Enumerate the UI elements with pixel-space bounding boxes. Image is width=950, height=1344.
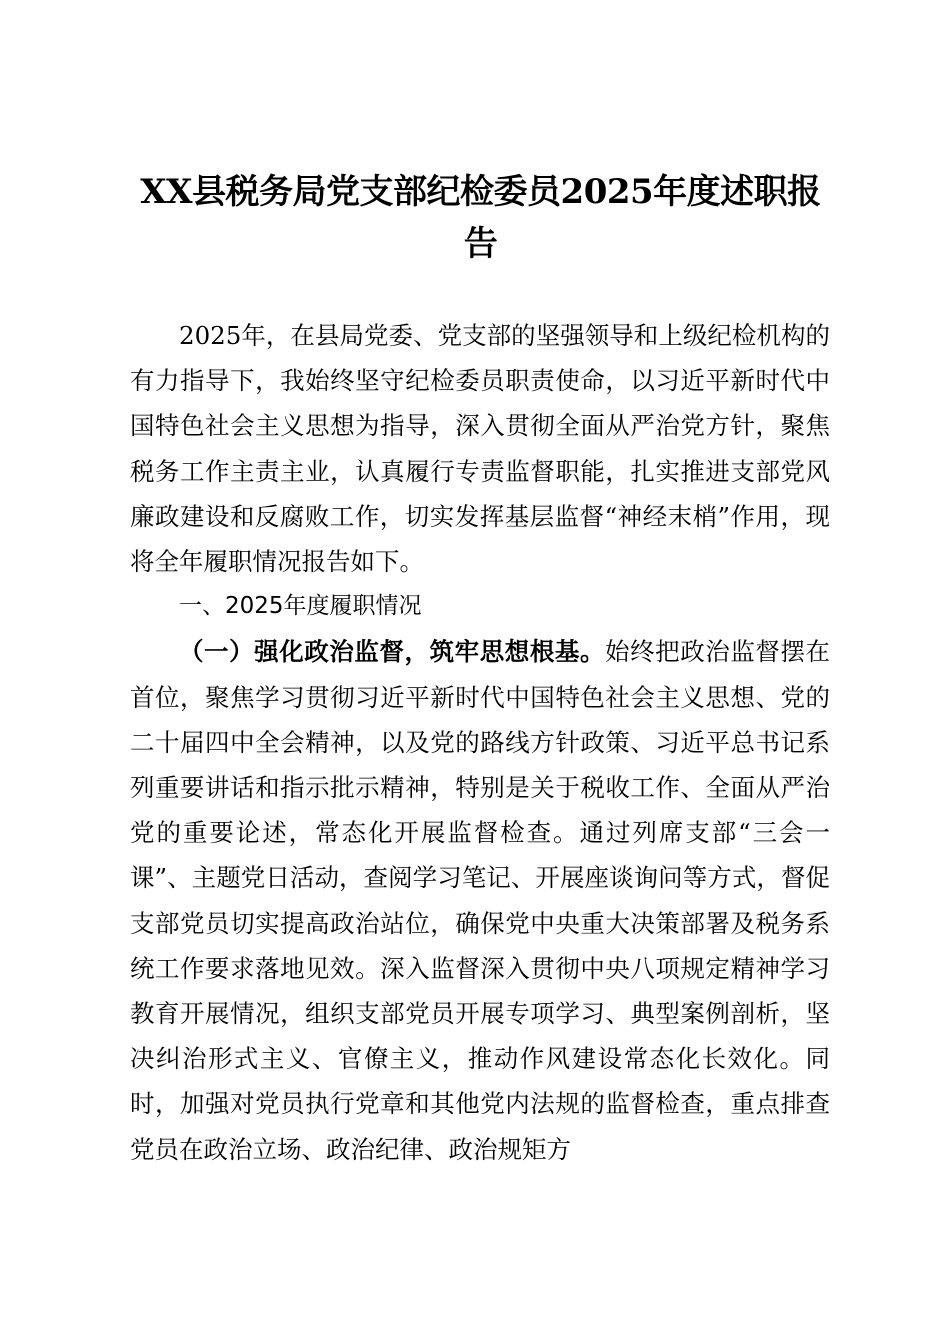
document-body	[130, 313, 830, 1172]
intro-paragraph: 2025年，在县局党委、党支部的坚强领导和上级纪检机构的有力指导下，我始终坚守纪检委员职责使命，以习近平新时代中国特色社会主义思想为指导，深入贯彻全面从严治党方针，聚焦税务工作主责主业，认真履行专责监督职能，扎实推进支部党风廉政建设和反腐败工作，切实发挥基层监督“神经末梢”作用，现将全年履职情况报告如下。	[130, 321, 830, 577]
subsection-lead: （一）强化政治监督，筑牢思想根基。	[179, 637, 606, 667]
document-title: XX县税务局党支部纪检委员2025年度述职报告	[140, 172, 821, 264]
section-heading: 一、2025年度履职情况	[179, 593, 422, 620]
subsection-paragraph	[130, 629, 830, 1171]
subsection-body: 始终把政治监督摆在首位，聚焦学习贯彻习近平新时代中国特色社会主义思想、党的二十届四中全会精神，以及党的路线方针政策、习近平总书记系列重要讲话和指示批示精神，特别是关于税收工作、全面从严治党的重要论述，常态化开展监督检查。通过列席支部“三会一课”、主题党日活动，查阅学习笔记、开展座谈询问等方式，督促支部党员切实提高政治站位，确保党中央重大决策部署及税务系统工作要求落地见效。深入监督深入贯彻中央八项规定精神学习教育开展情况，组织支部党员开展专项学习、典型案例剖析，坚决纠治形式主义、官僚主义，推动作风建设常态化长效化。同时，加强对党员执行党章和其他党内法规的监督检查，重点排查党员在政治立场、政治纪律、政治规矩方	[130, 637, 831, 1164]
